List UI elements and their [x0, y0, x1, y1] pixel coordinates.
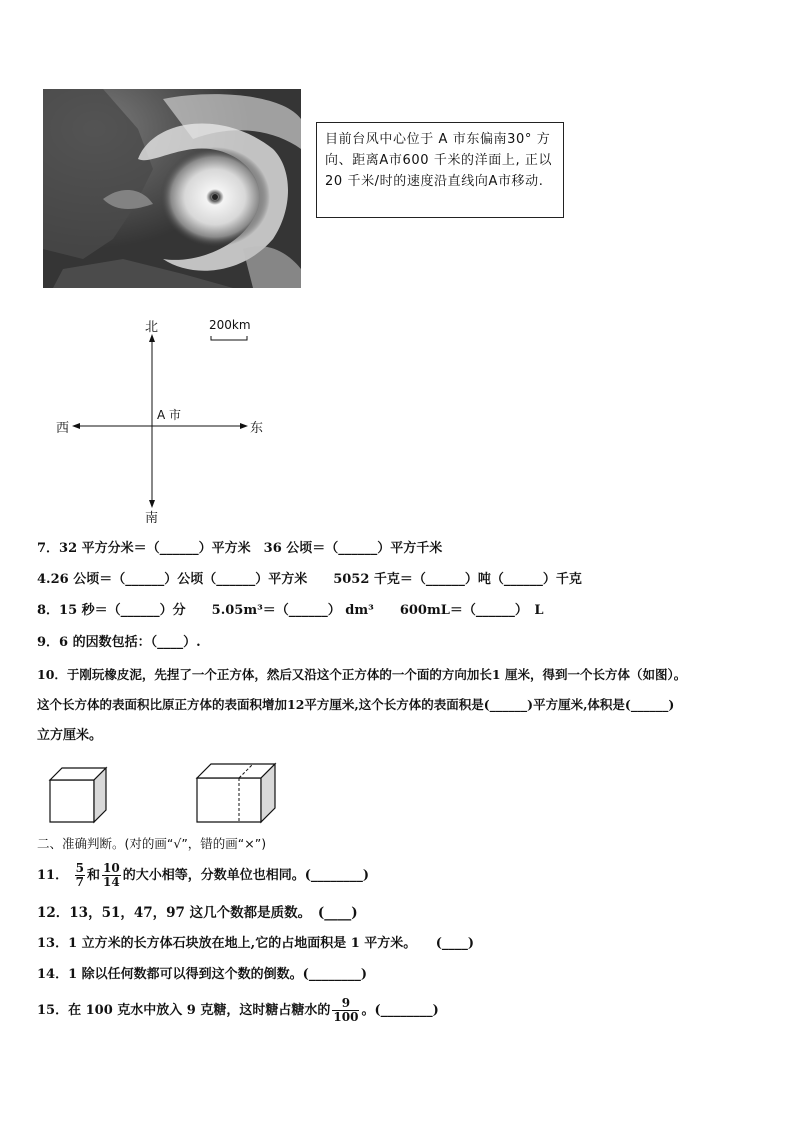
fraction-numerator: 10: [103, 861, 120, 875]
west-label: 西: [56, 421, 70, 436]
typhoon-info-box: [316, 122, 564, 218]
west-arrowhead: [72, 423, 80, 429]
typhoon-satellite-image: [43, 89, 301, 288]
question-15-answer-blank: 。(________): [361, 1003, 439, 1018]
question-11-number: 11．: [37, 868, 69, 883]
east-arrowhead: [240, 423, 248, 429]
question-7-line-2: 4.26 公顷＝（______）公顷（______）平方米 5052 千克＝（______）吨（______）千克: [37, 572, 582, 587]
question-15: [37, 992, 439, 1030]
fraction-5-7: [75, 862, 85, 889]
question-11-text: 的大小相等，分数单位也相同。(________): [122, 868, 370, 883]
question-10-line-1: 10．于刚玩橡皮泥，先捏了一个正方体，然后又沿这个正方体的一个面的方向加长1 厘米，得到一个长方体（如图）。: [37, 667, 687, 682]
city-a-label: A 市: [157, 408, 182, 422]
question-10-line-2: 这个长方体的表面积比原正方体的表面积增加12平方厘米,这个长方体的表面积是(______)平方厘米,体积是(______): [37, 697, 675, 712]
fraction-numerator: 5: [75, 861, 84, 875]
fraction-9-100: [332, 997, 359, 1024]
east-label: 东: [250, 421, 264, 436]
question-9: 9．6 的因数包括：（____）.: [37, 635, 201, 650]
fraction-denominator: 100: [333, 1010, 359, 1024]
fraction-denominator: 14: [103, 875, 120, 889]
question-11: [37, 858, 369, 894]
south-label: 南: [145, 511, 159, 526]
and-text: 和: [86, 868, 100, 883]
question-12: 12．13，51，47，97 这几个数都是质数。 (____): [37, 905, 358, 921]
north-arrowhead: [149, 334, 155, 342]
scale-bar: [211, 336, 247, 340]
fraction-denominator: 7: [75, 875, 84, 889]
question-7-line-1: 7．32 平方分米＝（______）平方米 36 公顷＝（______）平方千米: [37, 541, 443, 556]
fraction-numerator: 9: [332, 997, 359, 1011]
cube-figure: [48, 766, 108, 824]
typhoon-info-text: 目前台风中心位于 A 市东偏南30° 方向、距离A市600 千米的洋面上, 正以 20 千米/时的速度沿直线向A市移动.: [325, 132, 553, 189]
section-2-title: 二、准确判断。(对的画“√”，错的画“×”): [37, 836, 267, 851]
question-10-line-3: 立方厘米。: [37, 728, 103, 743]
question-8: 8．15 秒＝（______）分 5.05m³＝（______） dm³ 600mL＝（______） L: [37, 603, 544, 618]
cuboid-figure: [195, 762, 277, 824]
question-13: 13．1 立方米的长方体石块放在地上,它的占地面积是 1 平方米。 (____): [37, 936, 475, 951]
scale-label: 200km: [209, 318, 251, 332]
question-15-text: 15．在 100 克水中放入 9 克糖，这时糖占糖水的: [37, 1003, 331, 1018]
question-14: 14．1 除以任何数都可以得到这个数的倒数。(________): [37, 967, 367, 982]
fraction-10-14: [102, 862, 121, 889]
north-label: 北: [145, 320, 159, 335]
